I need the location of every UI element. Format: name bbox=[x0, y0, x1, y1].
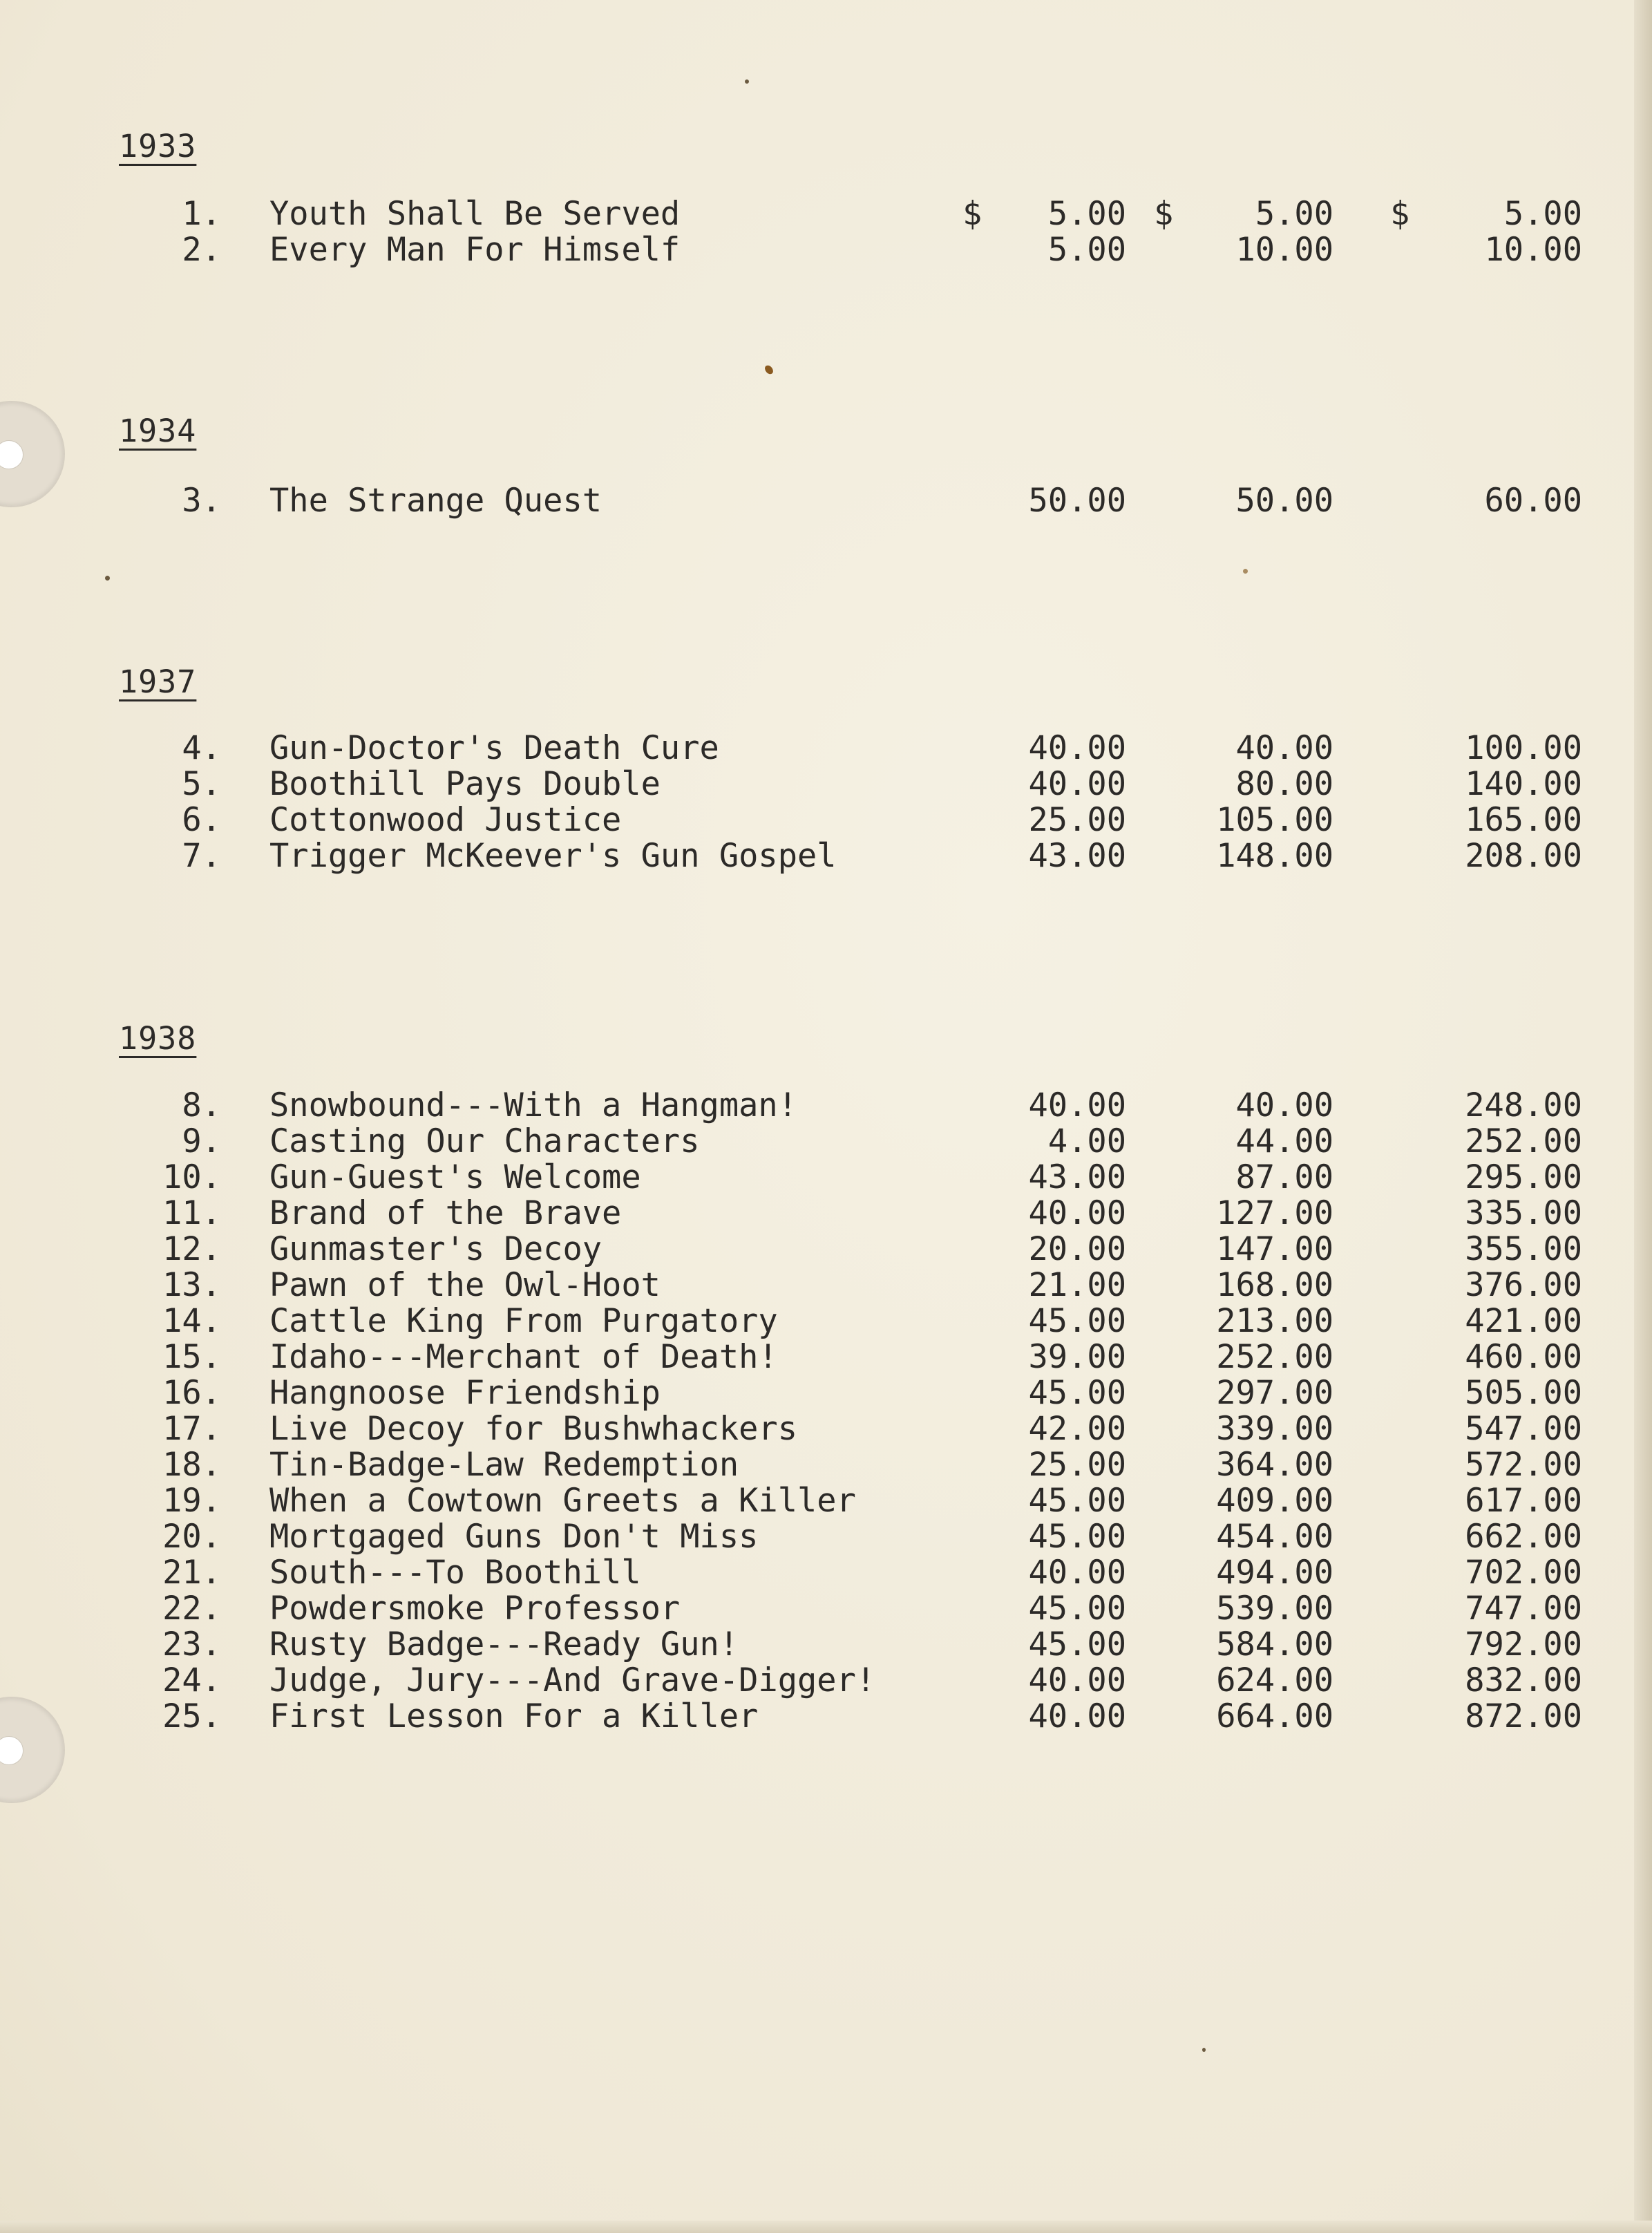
entry-number: 8. bbox=[182, 1086, 221, 1124]
amount-column-1: 5.00 bbox=[1047, 195, 1126, 233]
amount-column-3: 547.00 bbox=[1465, 1410, 1582, 1448]
amount-column-3: 252.00 bbox=[1465, 1122, 1582, 1160]
amount-column-3: 617.00 bbox=[1465, 1482, 1582, 1520]
amount-column-3: 295.00 bbox=[1465, 1158, 1582, 1196]
paper-speck bbox=[763, 364, 775, 375]
ledger-row bbox=[0, 1339, 1652, 1375]
ledger-row bbox=[0, 1591, 1652, 1627]
amount-column-2: 494.00 bbox=[1216, 1554, 1333, 1592]
entry-title: Cottonwood Justice bbox=[269, 801, 622, 839]
ledger-row bbox=[0, 1196, 1652, 1232]
amount-column-2: 148.00 bbox=[1216, 837, 1333, 875]
amount-column-3: 5.00 bbox=[1503, 195, 1582, 233]
amount-column-2: 664.00 bbox=[1216, 1697, 1333, 1735]
entry-title: When a Cowtown Greets a Killer bbox=[269, 1482, 856, 1520]
page-edge-bottom bbox=[0, 2221, 1652, 2233]
amount-column-2: 44.00 bbox=[1235, 1122, 1333, 1160]
entry-title: Hangnoose Friendship bbox=[269, 1374, 661, 1412]
amount-column-2: 454.00 bbox=[1216, 1518, 1333, 1556]
amount-column-1: 40.00 bbox=[1028, 1194, 1126, 1232]
entry-number: 24. bbox=[162, 1661, 221, 1699]
entry-title: The Strange Quest bbox=[269, 482, 602, 520]
entry-title: Casting Our Characters bbox=[269, 1122, 700, 1160]
amount-column-1: 43.00 bbox=[1028, 1158, 1126, 1196]
amount-column-1: 40.00 bbox=[1028, 1554, 1126, 1592]
entry-title: Boothill Pays Double bbox=[269, 765, 661, 803]
amount-column-1: 40.00 bbox=[1028, 765, 1126, 803]
amount-column-2: 50.00 bbox=[1235, 482, 1333, 520]
section-year-heading: 1934 bbox=[119, 413, 197, 449]
currency-symbol: $ bbox=[1154, 195, 1174, 233]
entry-title: Pawn of the Owl-Hoot bbox=[269, 1266, 661, 1304]
ledger-row bbox=[0, 1232, 1652, 1268]
amount-column-2: 80.00 bbox=[1235, 765, 1333, 803]
amount-column-2: 127.00 bbox=[1216, 1194, 1333, 1232]
entry-title: Every Man For Himself bbox=[269, 231, 681, 269]
entry-number: 10. bbox=[162, 1158, 221, 1196]
paper-speck bbox=[1202, 2048, 1206, 2052]
entry-title: South---To Boothill bbox=[269, 1554, 641, 1592]
amount-column-1: 42.00 bbox=[1028, 1410, 1126, 1448]
amount-column-1: 39.00 bbox=[1028, 1338, 1126, 1376]
ledger-row bbox=[0, 1663, 1652, 1699]
amount-column-2: 5.00 bbox=[1255, 195, 1333, 233]
amount-column-3: 140.00 bbox=[1465, 765, 1582, 803]
ledger-row bbox=[0, 1124, 1652, 1160]
amount-column-2: 252.00 bbox=[1216, 1338, 1333, 1376]
amount-column-3: 460.00 bbox=[1465, 1338, 1582, 1376]
amount-column-1: 45.00 bbox=[1028, 1590, 1126, 1628]
paper-speck bbox=[105, 576, 110, 581]
entry-title: Rusty Badge---Ready Gun! bbox=[269, 1626, 739, 1664]
ledger-row bbox=[0, 483, 1652, 519]
currency-symbol: $ bbox=[1390, 195, 1410, 233]
amount-column-3: 792.00 bbox=[1465, 1626, 1582, 1664]
amount-column-1: 45.00 bbox=[1028, 1374, 1126, 1412]
amount-column-1: 43.00 bbox=[1028, 837, 1126, 875]
entry-number: 9. bbox=[182, 1122, 221, 1160]
amount-column-3: 100.00 bbox=[1465, 729, 1582, 767]
ledger-row bbox=[0, 1699, 1652, 1735]
amount-column-2: 364.00 bbox=[1216, 1446, 1333, 1484]
amount-column-1: 40.00 bbox=[1028, 1661, 1126, 1699]
ledger-row bbox=[0, 838, 1652, 874]
entry-title: Idaho---Merchant of Death! bbox=[269, 1338, 778, 1376]
amount-column-2: 624.00 bbox=[1216, 1661, 1333, 1699]
amount-column-1: 50.00 bbox=[1028, 482, 1126, 520]
section-year-heading: 1937 bbox=[119, 663, 197, 700]
amount-column-1: 25.00 bbox=[1028, 1446, 1126, 1484]
entry-number: 16. bbox=[162, 1374, 221, 1412]
amount-column-1: 45.00 bbox=[1028, 1626, 1126, 1664]
amount-column-3: 872.00 bbox=[1465, 1697, 1582, 1735]
entry-number: 4. bbox=[182, 729, 221, 767]
entry-number: 15. bbox=[162, 1338, 221, 1376]
amount-column-3: 747.00 bbox=[1465, 1590, 1582, 1628]
section-year-heading: 1938 bbox=[119, 1020, 197, 1057]
amount-column-3: 208.00 bbox=[1465, 837, 1582, 875]
entry-number: 11. bbox=[162, 1194, 221, 1232]
ledger-row bbox=[0, 196, 1652, 232]
amount-column-3: 248.00 bbox=[1465, 1086, 1582, 1124]
ledger-row bbox=[0, 1160, 1652, 1196]
entry-title: Live Decoy for Bushwhackers bbox=[269, 1410, 798, 1448]
entry-title: Trigger McKeever's Gun Gospel bbox=[269, 837, 837, 875]
entry-title: Tin-Badge-Law Redemption bbox=[269, 1446, 739, 1484]
amount-column-1: 20.00 bbox=[1028, 1230, 1126, 1268]
amount-column-1: 4.00 bbox=[1047, 1122, 1126, 1160]
entry-title: Powdersmoke Professor bbox=[269, 1590, 681, 1628]
amount-column-2: 213.00 bbox=[1216, 1302, 1333, 1340]
entry-number: 23. bbox=[162, 1626, 221, 1664]
entry-number: 22. bbox=[162, 1590, 221, 1628]
amount-column-2: 40.00 bbox=[1235, 1086, 1333, 1124]
ledger-row bbox=[0, 1268, 1652, 1303]
ledger-row bbox=[0, 1375, 1652, 1411]
entry-title: Cattle King From Purgatory bbox=[269, 1302, 778, 1340]
amount-column-3: 335.00 bbox=[1465, 1194, 1582, 1232]
currency-symbol: $ bbox=[962, 195, 982, 233]
entry-title: Gun-Guest's Welcome bbox=[269, 1158, 641, 1196]
entry-number: 14. bbox=[162, 1302, 221, 1340]
ledger-row bbox=[0, 1627, 1652, 1663]
amount-column-3: 421.00 bbox=[1465, 1302, 1582, 1340]
amount-column-3: 355.00 bbox=[1465, 1230, 1582, 1268]
entry-number: 17. bbox=[162, 1410, 221, 1448]
entry-title: Snowbound---With a Hangman! bbox=[269, 1086, 798, 1124]
amount-column-3: 10.00 bbox=[1484, 231, 1582, 269]
entry-number: 3. bbox=[182, 482, 221, 520]
amount-column-1: 45.00 bbox=[1028, 1518, 1126, 1556]
amount-column-1: 45.00 bbox=[1028, 1482, 1126, 1520]
ledger-row bbox=[0, 766, 1652, 802]
amount-column-3: 572.00 bbox=[1465, 1446, 1582, 1484]
amount-column-2: 105.00 bbox=[1216, 801, 1333, 839]
entry-title: Brand of the Brave bbox=[269, 1194, 622, 1232]
amount-column-1: 25.00 bbox=[1028, 801, 1126, 839]
amount-column-1: 40.00 bbox=[1028, 729, 1126, 767]
amount-column-3: 832.00 bbox=[1465, 1661, 1582, 1699]
entry-number: 6. bbox=[182, 801, 221, 839]
ledger-row bbox=[0, 731, 1652, 766]
ledger-row bbox=[0, 1411, 1652, 1447]
amount-column-2: 584.00 bbox=[1216, 1626, 1333, 1664]
ledger-row bbox=[0, 1519, 1652, 1555]
entry-number: 18. bbox=[162, 1446, 221, 1484]
entry-number: 12. bbox=[162, 1230, 221, 1268]
amount-column-2: 409.00 bbox=[1216, 1482, 1333, 1520]
entry-title: First Lesson For a Killer bbox=[269, 1697, 759, 1735]
entry-number: 1. bbox=[182, 195, 221, 233]
amount-column-3: 662.00 bbox=[1465, 1518, 1582, 1556]
amount-column-2: 40.00 bbox=[1235, 729, 1333, 767]
entry-number: 2. bbox=[182, 231, 221, 269]
amount-column-3: 702.00 bbox=[1465, 1554, 1582, 1592]
ledger-row bbox=[0, 1088, 1652, 1124]
amount-column-2: 87.00 bbox=[1235, 1158, 1333, 1196]
amount-column-1: 40.00 bbox=[1028, 1697, 1126, 1735]
ledger-row bbox=[0, 1483, 1652, 1519]
amount-column-3: 165.00 bbox=[1465, 801, 1582, 839]
entry-title: Youth Shall Be Served bbox=[269, 195, 681, 233]
amount-column-3: 376.00 bbox=[1465, 1266, 1582, 1304]
ledger-row bbox=[0, 1555, 1652, 1591]
amount-column-3: 505.00 bbox=[1465, 1374, 1582, 1412]
paper-speck bbox=[1243, 569, 1248, 574]
entry-title: Gunmaster's Decoy bbox=[269, 1230, 602, 1268]
entry-number: 21. bbox=[162, 1554, 221, 1592]
entry-number: 5. bbox=[182, 765, 221, 803]
amount-column-1: 40.00 bbox=[1028, 1086, 1126, 1124]
amount-column-2: 168.00 bbox=[1216, 1266, 1333, 1304]
entry-number: 13. bbox=[162, 1266, 221, 1304]
entry-title: Gun-Doctor's Death Cure bbox=[269, 729, 719, 767]
ledger-row bbox=[0, 802, 1652, 838]
entry-title: Judge, Jury---And Grave-Digger! bbox=[269, 1661, 876, 1699]
ledger-row bbox=[0, 232, 1652, 268]
amount-column-2: 539.00 bbox=[1216, 1590, 1333, 1628]
amount-column-2: 10.00 bbox=[1235, 231, 1333, 269]
entry-number: 20. bbox=[162, 1518, 221, 1556]
paper-speck bbox=[745, 79, 749, 84]
entry-number: 7. bbox=[182, 837, 221, 875]
amount-column-2: 339.00 bbox=[1216, 1410, 1333, 1448]
amount-column-1: 45.00 bbox=[1028, 1302, 1126, 1340]
amount-column-1: 21.00 bbox=[1028, 1266, 1126, 1304]
amount-column-3: 60.00 bbox=[1484, 482, 1582, 520]
amount-column-2: 147.00 bbox=[1216, 1230, 1333, 1268]
entry-title: Mortgaged Guns Don't Miss bbox=[269, 1518, 759, 1556]
amount-column-2: 297.00 bbox=[1216, 1374, 1333, 1412]
ledger-row bbox=[0, 1303, 1652, 1339]
amount-column-1: 5.00 bbox=[1047, 231, 1126, 269]
ledger-row bbox=[0, 1447, 1652, 1483]
entry-number: 25. bbox=[162, 1697, 221, 1735]
section-year-heading: 1933 bbox=[119, 128, 197, 164]
entry-number: 19. bbox=[162, 1482, 221, 1520]
